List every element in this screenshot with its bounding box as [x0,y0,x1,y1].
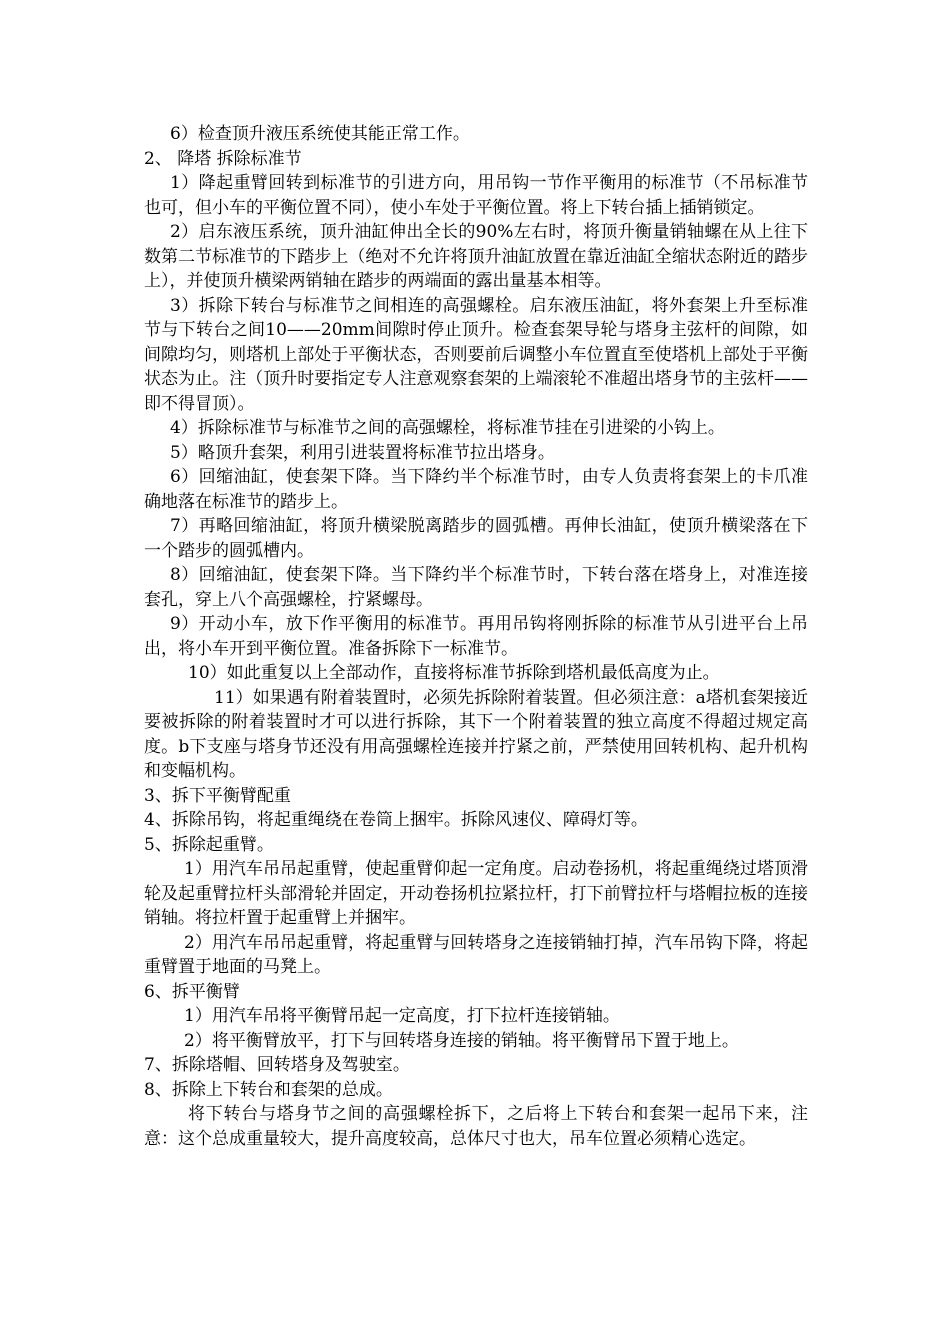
paragraph-2-1: 1）降起重臂回转到标准节的引进方向，用吊钩一节作平衡用的标准节（不吊标准节也可，但小车的平衡位置不同），使小车处于平衡位置。将上下转台插上插销锁定。 [144,173,808,218]
paragraph-2-3: 3）拆除下转台与标准节之间相连的高强螺栓。启东液压油缸，将外套架上升至标准节与下转台之间10——20mm间隙时停止顶升。检查套架导轮与塔身主弦杆的间隙，如间隙均匀，则塔机上部处于平衡状态，否则要前后调整小车位置直至使塔机上部处于平衡状态为止。注（顶升时要指定专人注意观察套架的上端滚轮不准超出塔身节的主弦杆——即不得冒顶）。 [144,295,808,414]
section-heading-5: 5、拆除起重臂。 [144,834,274,855]
document-body [144,122,808,1151]
paragraph-2-9: 9）开动小车，放下作平衡用的标准节。再用吊钩将刚拆除的标准节从引进平台上吊出，将小车开到平衡位置。准备拆除下一标准节。 [144,614,808,659]
paragraph-8-body: 将下转台与塔身节之间的高强螺栓拆下，之后将上下转台和套架一起吊下来，注意：这个总成重量较大，提升高度较高，总体尺寸也大，吊车位置必须精心选定。 [144,1104,808,1149]
paragraph-5-2: 2）用汽车吊吊起重臂，将起重臂与回转塔身之连接销轴打掉，汽车吊钩下降，将起重臂置于地面的马凳上。 [144,932,808,977]
paragraph-2-8: 8）回缩油缸，使套架下降。当下降约半个标准节时，下转台落在塔身上，对准连接套孔，穿上八个高强螺栓，拧紧螺母。 [144,565,808,610]
paragraph-2-11: 11）如果遇有附着装置时，必须先拆除附着装置。但必须注意：a塔机套架接近要被拆除的附着装置时才可以进行拆除，其下一个附着装置的独立高度不得超过规定高度。b下支座与塔身节还没有用高强螺栓连接并拧紧之前，严禁使用回转机构、起升机构和变幅机构。 [144,687,808,781]
paragraph-2-2: 2）启东液压系统，顶升油缸伸出全长的90%左右时，将顶升衡量销轴螺在从上往下数第二节标准节的下踏步上（绝对不允许将顶升油缸放置在靠近油缸全缩状态附近的踏步上），并使顶升横梁两销轴在踏步的两端面的露出量基本相等。 [144,222,808,291]
paragraph-5-1: 1）用汽车吊吊起重臂，使起重臂仰起一定角度。启动卷扬机，将起重绳绕过塔顶滑轮及起重臂拉杆头部滑轮并固定，开动卷扬机拉紧拉杆，打下前臂拉杆与塔帽拉板的连接销轴。将拉杆置于起重臂上并捆牢。 [144,859,808,928]
section-heading-6: 6、拆平衡臂 [144,981,240,1002]
paragraph-2-10: 10）如此重复以上全部动作，直接将标准节拆除到塔机最低高度为止。 [188,663,720,683]
paragraph-2-5: 5）略顶升套架，利用引进装置将标准节拉出塔身。 [170,442,555,463]
paragraph-step-6-check-hydraulics: 6）检查顶升液压系统使其能正常工作。 [170,124,470,144]
section-heading-4: 4、拆除吊钩，将起重绳绕在卷筒上捆牢。拆除风速仪、障碍灯等。 [144,810,648,830]
section-heading-8: 8、拆除上下转台和套架的总成。 [144,1079,393,1100]
section-heading-7: 7、拆除塔帽、回转塔身及驾驶室。 [144,1055,410,1075]
paragraph-2-7: 7）再略回缩油缸，将顶升横梁脱离踏步的圆弧槽。再伸长油缸，使顶升横梁落在下一个踏步的圆弧槽内。 [144,516,808,561]
paragraph-2-6: 6）回缩油缸，使套架下降。当下降约半个标准节时，由专人负责将套架上的卡爪准确地落在标准节的踏步上。 [144,467,808,512]
paragraph-6-2: 2）将平衡臂放平，打下与回转塔身连接的销轴。将平衡臂吊下置于地上。 [184,1030,739,1051]
paragraph-6-1: 1）用汽车吊将平衡臂吊起一定高度，打下拉杆连接销轴。 [184,1006,620,1026]
section-heading-2: 2、 降塔 拆除标准节 [144,148,302,169]
paragraph-2-4: 4）拆除标准节与标准节之间的高强螺栓，将标准节挂在引进梁的小钩上。 [170,418,725,438]
section-heading-3: 3、拆下平衡臂配重 [144,785,291,806]
